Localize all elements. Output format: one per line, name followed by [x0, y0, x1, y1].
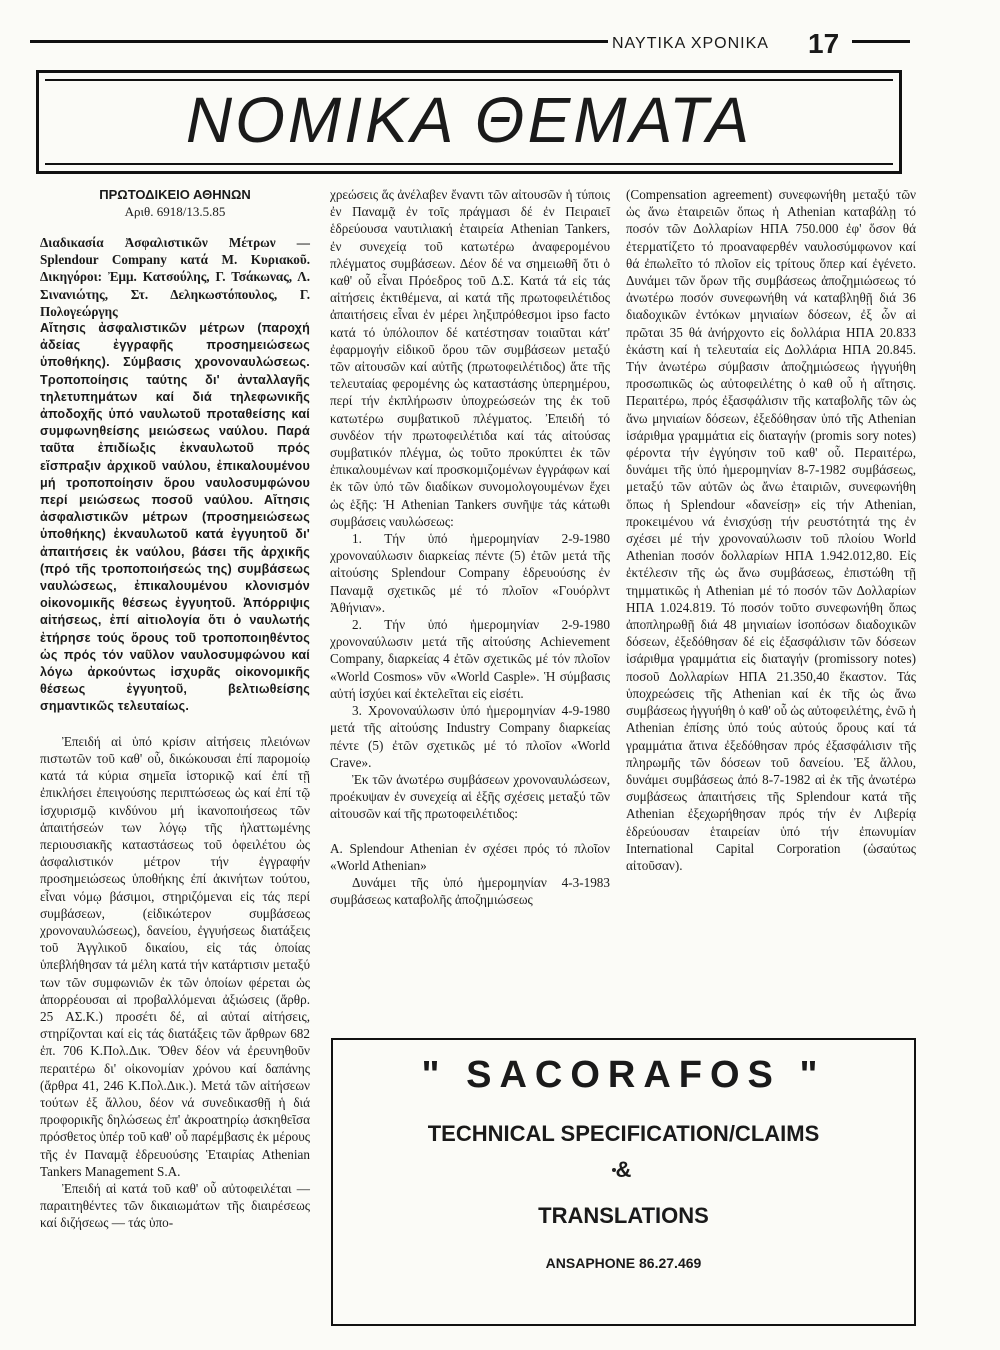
case-heading: Διαδικασία Ἀσφαλιστικῶν Μέτρων — Splendour Company κατά Μ. Κυριακοῦ. Δικηγόροι: Ἐμμ. Κατσούλης, Γ. Τσάκωνας, Λ. Σινανιώτης, Στ. Δεληκωστόπουλος, Γ. Πολογεώργης — [40, 235, 310, 319]
paragraph: Ἐκ τῶν ἀνωτέρω συμβάσεων χρονοναυλώσεων, προέκυψαν ἐν συνεχείᾳ αἱ ἑξῆς σχέσεις μεταξύ τῶν αἰτουσῶν καί τῆς πρωτοφειλέτιδος: — [330, 771, 610, 822]
section-title-box — [36, 70, 902, 174]
paragraph: Ἐπειδή αἱ ὑπό κρίσιν αἰτήσεις πλειόνων πιστωτῶν τοῦ καθ' οὗ, δικώκουσαι ἐπί παρομοίῳ κατά τά κύρια σημεῖα ἱστορικῷ καί ἐπί τῇ ἐπικλήσει ἐπειγούσης περιπτώσεως ὡς καί ἐπί τῷ ἰσχυρισμῷ κινδύνου μή ἱκανοποιήσεως τῶν ἀπαιτήσεών των λόγῳ τῆς ἠλαττωμένης περιουσιακῆς καταστάσεως τοῦ ὀφειλέτου ὡς ἀσφαλιστικόν μέτρον τήν ἐγγραφήν προσημειώσεως ὑποθήκης ἐπί ἀκινήτων τούτου, εἶναι νόμῳ βάσιμοι, στηριζόμεναι εἰς τάς περί συμβάσεων, (εἰδικώτερον συμβάσεως χρονοναυλώσεως), δανείου, ἐγγυήσεως διατάξεις τοῦ Ἀγγλικοῦ δικαίου, εἰς τάς ὁποίας ὑπεβλήθησαν τά μέλη κατά τήν κατάρτισιν μεταξύ των τῶν συμφωνιῶν ἐκ τῶν ὁποίων φέρεται ὡς ἀπορρέουσαι αἱ προβαλλόμεναι ἀξιώσεις (ἄρθρ. 25 ΑΣ.Κ.) προσέτι δέ, αἱ αὐταί αἰτήσεις, στηρίζονται καί εἰς τάς διατάξεις τῶν ἄρθρων 682 ἐπ. 706 Κ.Πολ.Δικ. Ὅθεν δέον νά ἐρευνηθοῦν περαιτέρω δι' οἰκονομίαν χρόνου καί δαπάνης (ἄρθρα 41, 246 Κ.Πολ.Δικ.). Μετά τῶν αἰτήσεων τούτων ἐξ ἄλλου, δέον νά συνεδικασθῇ ἡ διά προφορικῆς δηλώσεως ἐπ' ἀκροατηρίῳ ἀσκηθεῖσα πρόσθετος ὑπέρ τοῦ καθ' οὗ παρέμβασις ἐκ μέρους τῆς ἐν Παναμᾷ ἑδρευούσης Ἑταιρίας Athenian Tankers Management S.A. — [40, 733, 310, 1179]
decorative-dot — [612, 1168, 616, 1172]
ad-ampersand: & — [615, 1157, 632, 1182]
paragraph: 1. Τήν ὑπό ἡμερομηνίαν 2-9-1980 χρονοναύλωσιν διαρκείας πέντε (5) ἐτῶν μετά τῆς αἰτούσης Splendour Company ἑδρευούσης ἐν Παναμᾷ σχετικῶς μέ τό πλοῖον «Γουόρλντ Ἀθήνιαν». — [330, 531, 610, 615]
ad-phone: ANSAPHONE 86.27.469 — [545, 1255, 702, 1271]
header-rule-right — [852, 40, 910, 43]
header-rule-left — [30, 40, 608, 43]
paragraph: 3. Χρονοναύλωσιν ὑπό ἡμερομηνίαν 4-9-1980 μετά τῆς αἰτούσης Industry Company διαρκείας πέντε (5) ἐτῶν σχετικῶς μέ τό πλοῖον «World Crave». — [330, 703, 610, 770]
article-column-1 — [40, 186, 310, 1232]
paragraph: 2. Τήν ὑπό ἡμερομηνίαν 2-9-1980 χρονοναύλωσιν μετά τῆς αἰτούσης Achievement Company, διαρκείας 4 ἐτῶν σχετικῶς μέ τόν πλοῖον «World Cosmos» νῦν «World Casple». Ἡ σύμβασις αὐτή ἰσχύει καί ἐκτελεῖται εἰς εἰσέτι. — [330, 617, 610, 701]
article-column-3 — [626, 186, 916, 874]
paragraph: (Compensation agreement) συνεφωνήθη μεταξύ τῶν ὡς ἄνω ἑταιρειῶν ὅπως ἡ Athenian καταβάλῃ τό ποσόν τῶν Δολλαρίων ΗΠΑ 750.000 ἐφ' ὅσον θά ἐτερματίζετο τό προαναφερθέν ναυλοσύμφωνον καί θά ἐπωλεῖτο τό πλοῖον εἰς τρίτους ὅπερ καί ἐγένετο. Δυνάμει τῶν ὅρων τῆς συμβάσεως ἀποζημιώσεως τό ἀνωτέρω ποσόν συνεφωνήθη νά καταβληθῇ διά 36 διαδοχικῶν ἐντόκων μηνιαίων δόσεων, ἐξ ὧν αἱ πρῶται 35 θά ἀνήρχοντο εἰς δολλάρια ΗΠΑ 20.833 ἑκάστη καί ἡ τελευταία εἰς Δολλάρια ΗΠΑ 20.845. Τήν ἀνωτέρω σύμβασιν ἀποζημιώσεως ἠγγυήθη προσωπικῶς ὡς αὐτοφειλέτης ὁ καθ οὗ ἡ αἴτησις. Περαιτέρω, πρός ἐξασφάλισιν τῆς καταβολῆς τῶν ὡς ἄνω μηνιαίων δόσεων, ἐξεδόθησαν ὑπό τῆς Athenian ἰσάριθμα γραμμάτια εἰς διαταγήν (promis sory notes) φέροντα τήν ἐγγύησιν τοῦ καθ' οὗ. Περαιτέρω, δυνάμει τῆς ὑπό ἡμερομηνίαν 8-7-1982 συμβάσεως, μεταξύ τῶν αὐτῶν ὡς ἄνω ἑταιριῶν, συνεφωνήθη ὅπως ἡ Splendour «δανείσῃ» εἰς τήν Athenian, προκειμένου νά ἐνισχύσῃ τήν ρευστότητά της ἐν σχέσει μέ τήν χρονοναύλωσιν τοῦ πλοίου World Athenian ποσόν δολλαρίων ΗΠΑ 1.942.012,80. Εἰς ἐκτέλεσιν τῆς ὡς ἄνω συμβάσεως, ἐπιστώθη τῇ τημματικῶς ἡ Athenian μέ τό ποσόν τῶν Δολλαρίων ΗΠΑ 1.024.819. Τό ποσόν τοῦτο συνεφωνήθη ὅπως ἀποπληρωθῇ διά 48 μηνιαίων ἰσοπόσων διαδοχικῶν δόσεων, ἐξεδόθησαν δέ εἰς ἐξασφάλισιν τῶν δόσεων ἰσάριθμα γραμμάτια εἰς διαταγήν (promissory notes) ποσοῦ Δολλαρίων ΗΠΑ 21.350,40 ἕκαστον. Τάς ὑποχρεώσεις τῆς Athenian καί ἐκ τῆς ὡς ἄνω συμβάσεως ἠγγυήθη ὁ καθ' οὗ ὡς αὐτοφειλέτης, ἐνῶ ἡ Athenian ἐπίσης ὑπό τούς αὐτούς ὅρους καί τά γραμμάτια ἅτινα ἐξεδόθησαν πρός ἐξασφάλισιν τῆς πληρωμῆς τῶν δόσεων τοῦ δανείου. Ἐξ ἄλλου, δυνάμει συμβάσεως ἀπό 8-7-1982 αἱ ἐκ τῆς ἀνωτέρω συμβάσεως ἀπαιτήσεις τῆς Splendour κατά τῆς Athenian ἐξεχωρήθησαν πρός τήν ἐν Λιβερίᾳ ἑδρεύουσαν ἑταιρείαν ὑπό τήν ἐπωνυμίαν International Capital Corporation (ὡσαύτως αἰτοῦσαν). — [626, 187, 916, 873]
title-inner-rule-top — [45, 79, 893, 81]
title-inner-rule-bottom — [45, 163, 893, 165]
article-column-2 — [330, 186, 610, 908]
paragraph: Ἐπειδή αἱ κατά τοῦ καθ' οὗ αὐτοφειλέται — παραιτηθέντες τῶν δικαιωμάτων τῆς διαιρέσεως καί διζήσεως — τάς ὑπο- — [40, 1180, 310, 1231]
paragraph: χρεώσεις ἅς ἀνέλαβεν ἔναντι τῶν αἰτουσῶν ἡ τύποις ἐν Παναμᾷ ἐν τοῖς πράγμασι δέ ἐν Πειραιεῖ ἑδρεύουσα ναυτιλιακή ἑταιρεία Athenian Tankers, ἐν συνεχείᾳ τοῦ κατωτέρω ἀναφερομένου πλέγματος συμβάσεων. Δέον δέ να σημειωθῆ ὅτι ὁ καθ' οὗ εἶναι Πρόεδρος τοῦ Δ.Σ. Κατά τά εἰς τάς αἰτήσεις ἐκτιθέμενα, αἱ κατά τῆς πρωτοφειλέτιδος ἀπαιτήσεις εἶναι ἐν μέρει ληξιπρόθεσμοι ipso facto κατά τό ὑπόλοιπον δέ κατέστησαν τοιαῦται κάτ' ἐφαρμογήν εἰδικοῦ ὅρου τῶν συμβάσεων μεταξύ τῶν αἰτουσῶν καί αὐτῆς (πρωτοφειλέτιδος) ἅτε τῆς τελευταίας φερομένης ὡς καταστάσης ὑπερημέρου, περί τήν ἐκπλήρωσιν ὑποχρεώσεών της ἐκ τοῦ κατωτέρω συμβατικοῦ πλέγματος. Ἐπειδή τό συνδέον τήν πρωτοφειλέτιδα καί τάς αἰτούσας συμβατικόν πλέγμα, ὡς τοῦτο προκύπτει ἐκ τῶν ἐπικαλουμένων καί προσκομιζομένων ἐγγράφων καί ἐκ τῶν ὑπό τῶν διαδίκων συνομολογουμένων ἔχει ὡς ἑξῆς: Ἡ Athenian Tankers συνῆψε τάς κάτωθι συμβάσεις ναυλώσεως: — [330, 187, 610, 529]
ad-service-line-2: TRANSLATIONS — [538, 1203, 709, 1228]
ad-brand-name: " SACORAFOS " — [421, 1054, 826, 1096]
magazine-name: ΝΑΥΤΙΚΑ ΧΡΟΝΙΚΑ — [612, 35, 769, 52]
court-name: ΠΡΩΤΟΔΙΚΕΙΟ ΑΘΗΝΩΝ — [99, 187, 251, 202]
case-number: Αριθ. 6918/13.5.85 — [124, 204, 226, 219]
section-title: ΝΟΜΙΚΑ ΘΕΜΑΤΑ — [185, 84, 753, 156]
section-a-heading: Α. Splendour Athenian ἐν σχέσει πρός τό πλοῖον «World Athenian» — [330, 840, 610, 873]
ad-service-line-1: TECHNICAL SPECIFICATION/CLAIMS — [427, 1121, 820, 1146]
page-number: 17 — [808, 28, 840, 59]
advertisement-box — [331, 1038, 916, 1326]
case-summary: Αἴτησις ἀσφαλιστικῶν μέτρων (παροχή ἀδείας ἐγγραφῆς προσημειώσεως ὑποθήκης). Σύμβασις χρονοναυλώσεως. Τροποποίησις ταύτης δι' ἀνταλλαγῆς τηλετυπημάτων καί διά τηλεφωνικῆς ἀποδοχῆς ὑπό ναυλωτοῦ προταθείσης καί συμφωνηθείσης μειώσεως ναύλου. Παρά ταῦτα ἐπιδίωξις ἐκναυλωτοῦ πρός εἴσπραξιν ἀρχικοῦ ναύλου, ἐπικαλουμένου μή τροποποίησιν ὅρου ναυλοσυμφώνου περί μειώσεως ποσοῦ ναύλου. Αἴτησις ἀσφαλιστικῶν μέτρων (προσημειώσεως ὑποθήκης) ἐκναυλωτοῦ κατά ἐγγυητοῦ δι' ἀπαιτήσεις ἐκ ναύλου, βάσει τῆς ἀρχικῆς (πρό τῆς τροποποιήσεώς της) συμβάσεως ναυλώσεως, ἐπικαλουμένου κλονισμόν οἰκονομικῆς θέσεως ἐγγυητοῦ. Ἀπόρριψις αἰτήσεως, ἐπί αἰτιολογία ὅτι ὁ ναυλωτής ἐτήρησε τούς ὅρους τοῦ τροποποιηθέντος ὡς πρός τόν ναῦλον ναυλοσυμφώνου καί λόγω ἀρκούντως ἰσχυρᾶς οἰκονομικῆς θέσεως ἐγγυητοῦ, βελτιωθείσης σημαντικῶς τελευταίως. — [40, 321, 310, 714]
paragraph: Δυνάμει τῆς ὑπό ἡμερομηνίαν 4-3-1983 συμβάσεως καταβολῆς ἀποζημιώσεως — [330, 874, 610, 908]
